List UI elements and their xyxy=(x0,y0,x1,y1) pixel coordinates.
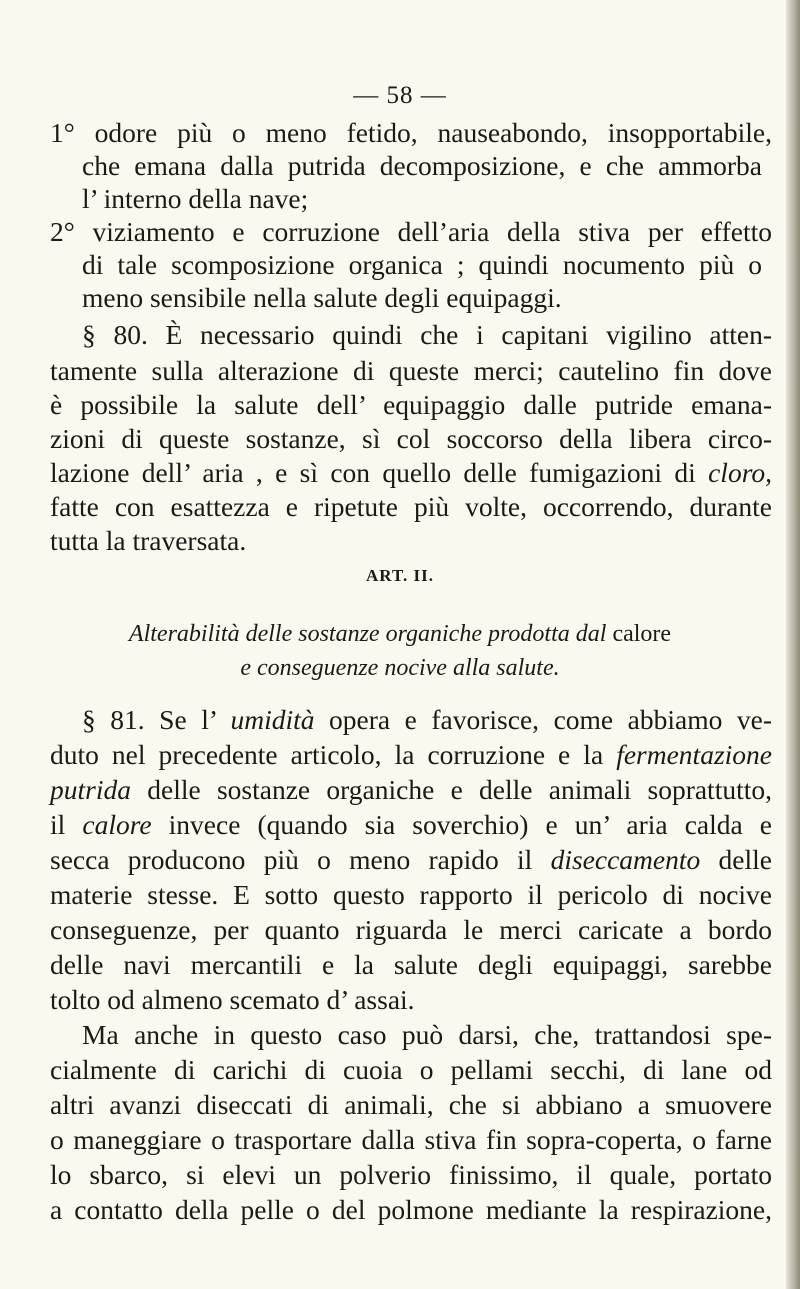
italic-word: diseccamento xyxy=(550,844,701,875)
text-run: duto nel precedente articolo, la corruzione e la xyxy=(50,739,617,770)
text-line: Ma anche in questo caso può darsi, che, trattandosi spe- xyxy=(82,1019,772,1050)
italic-word: cloro, xyxy=(708,457,772,488)
text-run: delle sostanze organiche e delle animali soprattutto, xyxy=(130,774,772,805)
text-line: a contatto della pelle o del polmone mediante la respirazione, xyxy=(50,1194,772,1225)
text-line: § 80. È necessario quindi che i capitani vigilino atten- xyxy=(82,319,772,350)
text-run: lazione dell’ aria , e sì con quello delle fumigazioni di xyxy=(50,457,709,488)
article-title-plain: calore xyxy=(606,621,672,647)
text-line: tutta la traversata. xyxy=(50,525,247,556)
text-run: delle xyxy=(700,844,772,875)
text-line: zioni di queste sostanze, sì col soccorso della libera circo- xyxy=(50,423,772,454)
text-line: delle navi mercantili e la salute degli equipaggi, sarebbe xyxy=(50,949,772,980)
article-subtitle xyxy=(0,648,800,688)
text-run: secca producono più o meno rapido il xyxy=(50,844,551,875)
page-number: — 58 — xyxy=(353,82,447,109)
text-line xyxy=(50,805,772,845)
text-run: invece (quando sia soverchio) e un’ aria calda e xyxy=(151,809,772,840)
italic-word: calore xyxy=(82,809,152,840)
text-run: § 81. Se l’ xyxy=(82,704,231,735)
text-line: tamente sulla alterazione di queste merci; cautelino fin dove xyxy=(50,355,772,386)
text-line: 2° viziamento e corruzione dell’aria della stiva per effetto xyxy=(50,216,772,247)
text-line xyxy=(50,735,772,775)
text-line: o maneggiare o trasportare dalla stiva fin sopra-coperta, o farne xyxy=(50,1124,772,1155)
italic-word: fermentazione xyxy=(616,739,772,770)
text-line xyxy=(82,700,772,740)
italic-word: umidità xyxy=(230,704,315,735)
text-line: che emana dalla putrida decomposizione, e che ammorba xyxy=(82,150,762,181)
article-title-italic: Alterabilità delle sostanze organiche prodotta dal xyxy=(128,621,607,647)
text-line: conseguenze, per quanto riguarda le merci caricate a bordo xyxy=(50,914,772,945)
text-line: fatte con esattezza e ripetute più volte, occorrendo, durante xyxy=(50,491,772,522)
article-number: ART. II. xyxy=(365,566,434,585)
text-line: l’ interno della nave; xyxy=(82,183,309,214)
text-line: tolto od almeno scemato d’ assai. xyxy=(50,984,415,1015)
text-line: di tale scomposizione organica ; quindi nocumento più o xyxy=(82,249,762,280)
text-run: opera e favorisce, come abbiamo ve- xyxy=(314,704,772,735)
article-subtitle-italic: e conseguenze nocive alla salute. xyxy=(240,655,560,681)
text-line xyxy=(50,770,772,810)
text-line: lo sbarco, si elevi un polverio finissimo, il quale, portato xyxy=(50,1159,772,1190)
text-line: 1° odore più o meno fetido, nauseabondo, insopportabile, xyxy=(50,117,772,148)
text-line: cialmente di carichi di cuoia o pellami secchi, di lane od xyxy=(50,1054,772,1085)
italic-word: putrida xyxy=(50,774,131,805)
text-line xyxy=(50,840,772,880)
text-line: è possibile la salute dell’ equipaggio dalle putride emana- xyxy=(50,389,772,420)
text-line: altri avanzi diseccati di animali, che si abbiano a smuovere xyxy=(50,1089,772,1120)
text-run: il xyxy=(50,809,83,840)
text-line: meno sensibile nella salute degli equipaggi. xyxy=(82,282,562,313)
text-line: materie stesse. E sotto questo rapporto il pericolo di nocive xyxy=(50,879,772,910)
